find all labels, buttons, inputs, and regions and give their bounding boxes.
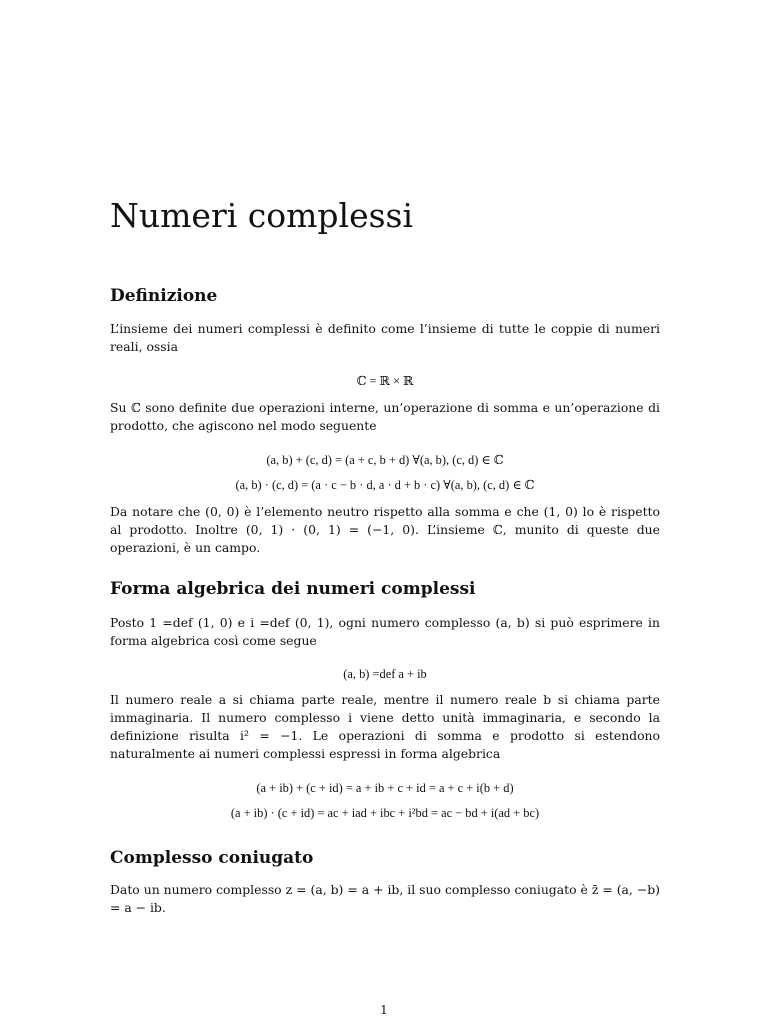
page-title: Numeri complessi [110, 196, 414, 235]
paragraph-coniugato: Dato un numero complesso z = (a, b) = a + ib, il suo complesso coniugato è z̄ = (a, −b) = a − ib. [110, 882, 660, 915]
section-heading-definizione: Definizione [110, 286, 218, 306]
paragraph-campo: Da notare che (0, 0) è l’elemento neutro rispetto alla somma e che (1, 0) lo è rispetto al prodotto. Inoltre (0, 1) · (0, 1) = (−1, 0). L’insieme ℂ, munito di queste due operazioni, è un campo. [110, 504, 660, 555]
section-heading-coniugato: Complesso coniugato [110, 848, 314, 868]
equation-prodotto-algebrico: (a + ib) · (c + id) = ac + iad + ibc + i²bd = ac − bd + i(ad + bc) [230, 806, 540, 820]
equation-c-definition: ℂ = ℝ × ℝ [356, 374, 414, 388]
equation-prodotto: (a, b) · (c, d) = (a · c − b · d, a · d + b · c) ∀(a, b), (c, d) ∈ ℂ [235, 478, 535, 492]
paragraph-operazioni: Su ℂ sono definite due operazioni interne, un’operazione di somma e un’operazione di prodotto, che agiscono nel modo seguente [110, 400, 660, 433]
equation-somma: (a, b) + (c, d) = (a + c, b + d) ∀(a, b), (c, d) ∈ ℂ [266, 453, 504, 467]
section-heading-forma-algebrica: Forma algebrica dei numeri complessi [110, 579, 476, 599]
equation-forma-algebrica: (a, b) =def a + ib [343, 667, 427, 681]
page-number: 1 [380, 1003, 388, 1017]
paragraph-posto: Posto 1 =def (1, 0) e i =def (0, 1), ogni numero complesso (a, b) si può esprimere in forma algebrica così come segue [110, 615, 660, 648]
paragraph-definizione: L’insieme dei numeri complessi è definito come l’insieme di tutte le coppie di numeri reali, ossia [110, 321, 660, 354]
equation-somma-algebrica: (a + ib) + (c + id) = a + ib + c + id = a + c + i(b + d) [256, 781, 514, 795]
paragraph-parte-reale: Il numero reale a si chiama parte reale, mentre il numero reale b si chiama parte immaginaria. Il numero complesso i viene detto unità immaginaria, e secondo la definizione risulta i² = −1. Le operazioni di somma e prodotto si estendono naturalmente ai numeri complessi espressi in forma algebrica [110, 692, 660, 761]
